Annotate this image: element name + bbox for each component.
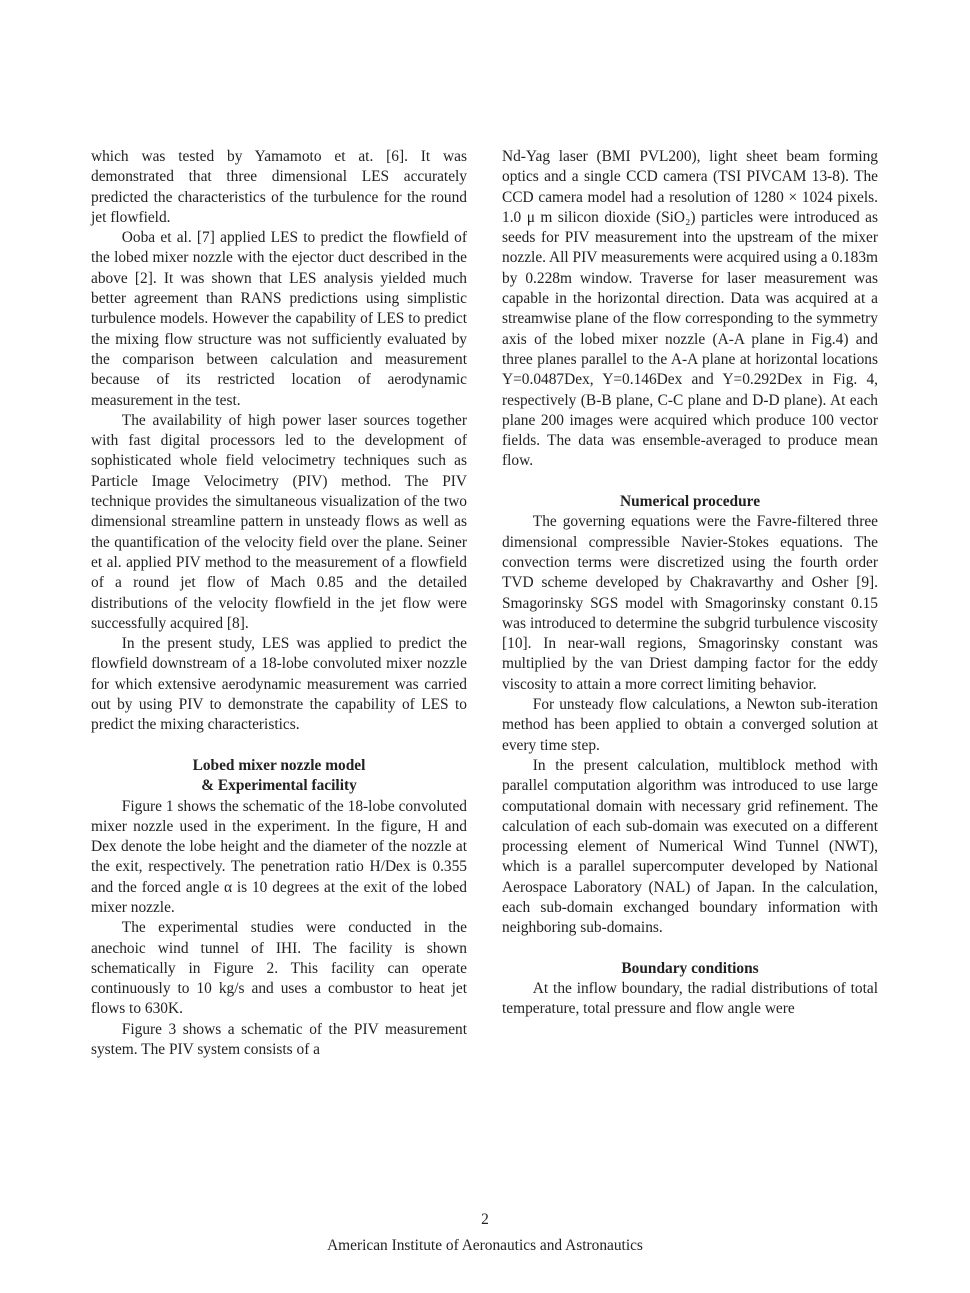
paragraph-figure1: Figure 1 shows the schematic of the 18-lobe convoluted mixer nozzle used in the experiment. In the figure, H and Dex denote the lobe height and the diameter of the nozzle at the exit, respectively. The penetration ratio H/Dex is 0.355 and the forced angle α is 10 degrees at the exit of the lobed mixer nozzle. <box>91 797 467 916</box>
paragraph-inflow: At the inflow boundary, the radial distributions of total temperature, total pressure and flow angle were <box>502 980 878 1018</box>
paragraph-piv-availability: The availability of high power laser sources together with fast digital processors led to the development of sophisticated whole field velocimetry techniques such as Particle Image Velocimetry (PIV) method. The PIV technique provides the simultaneous visualization of the two dimensional streamline pattern in unsteady flows as well as the quantification of the velocity field over the plane. Seiner et al. applied PIV method to the measurement of a flowfield of a round jet flow of Mach 0.85 and the detailed distributions of the velocity flowfield in the jet flow were successfully acquired [8]. <box>91 411 467 632</box>
paragraph-wind-tunnel: The experimental studies were conducted in the anechoic wind tunnel of IHI. The facility is shown schematically in Figure 2. This facility can operate continuously to 10 kg/s and uses a combustor to heat jet flows to 630K. <box>91 919 467 1018</box>
section-heading-lobed-mixer <box>91 756 467 797</box>
section-gap <box>502 939 878 959</box>
section-heading-numerical: Numerical procedure <box>619 493 761 511</box>
right-column <box>502 147 878 1020</box>
section-heading-boundary: Boundary conditions <box>621 959 759 977</box>
heading-line-2: & Experimental facility <box>201 777 357 795</box>
left-column <box>91 147 467 1060</box>
paragraph-governing-equations: The governing equations were the Favre-filtered three dimensional compressible Navier-Stokes equations. The convection terms were discretized using the fourth order TVD scheme developed by Chakravarthy and Osher [9]. Smagorinsky SGS model with Smagorinsky constant 0.15 was introduced to determine the subgrid turbulence viscosity [10]. In near-wall regions, Smagorinsky constant was multiplied by the van Driest damping factor for the eddy viscosity to attain a more correct limiting behavior. <box>502 513 878 693</box>
section-gap <box>91 736 467 756</box>
paragraph-les-round-jet: which was tested by Yamamoto et at. [6]. It was demonstrated that three dimensional LES accurately predicted the characteristics of the turbulence for the round jet flowfield. <box>91 148 467 226</box>
paragraph-present-study: In the present study, LES was applied to predict the flowfield downstream of a 18-lobe convoluted mixer nozzle for which extensive aerodynamic measurement was carried out by using PIV to demonstrate the capability of LES to predict the mixing characteristics. <box>91 635 467 734</box>
page-number: 2 <box>481 1211 489 1228</box>
paragraph-unsteady: For unsteady flow calculations, a Newton sub-iteration method has been applied to obtain a converged solution at every time step. <box>502 696 878 754</box>
footer-organization: American Institute of Aeronautics and Astronautics <box>327 1237 643 1254</box>
paragraph-multiblock: In the present calculation, multiblock method with parallel computation algorithm was introduced to use large computational domain with necessary grid refinement. The calculation of each sub-domain was executed on a different processing element of Numerical Wind Tunnel (NWT), which is a parallel supercomputer developed by National Aerospace Laboratory (NAL) of Japan. In the calculation, each sub-domain exchanged boundary information with neighboring sub-domains. <box>502 756 878 937</box>
section-gap <box>502 472 878 492</box>
paragraph-figure3: Figure 3 shows a schematic of the PIV measurement system. The PIV system consists of a <box>91 1020 467 1059</box>
paragraph-piv-system: Nd-Yag laser (BMI PVL200), light sheet beam forming optics and a single CCD camera (TSI PIVCAM 13-8). The CCD camera model had a resolution of 1280 × 1024 pixels. 1.0 μ m silicon dioxide (SiO₂) particles were introduced as seeds for PIV measurement into the upstream of the mixer nozzle. All PIV measurements were acquired using a 0.183m by 0.228m window. Traverse for laser measurement was capable in the horizontal direction. Data was acquired at a streamwise plane of the flow corresponding to the symmetry axis of the lobed mixer nozzle (A-A plane in Fig.4) and three planes parallel to the A-A plane at horizontal locations Y=0.0487Dex, Y=0.146Dex and Y=0.292Dex in Fig. 4, respectively (B-B plane, C-C plane and D-D plane). At each plane 200 images were acquired which produce 100 vector fields. The data was ensemble-averaged to produce mean flow. <box>502 148 878 470</box>
heading-line-1: Lobed mixer nozzle model <box>192 756 366 774</box>
paragraph-ooba-les: Ooba et al. [7] applied LES to predict the flowfield of the lobed mixer nozzle with the ejector duct described in the above [2]. It was shown that LES analysis yielded much better agreement than RANS predictions using simplistic turbulence models. However the capability of LES to predict the mixing flow structure was not sufficiently evaluated by the comparison between calculation and measurement because of its restricted location of aerodynamic measurement in the test. <box>91 229 467 409</box>
